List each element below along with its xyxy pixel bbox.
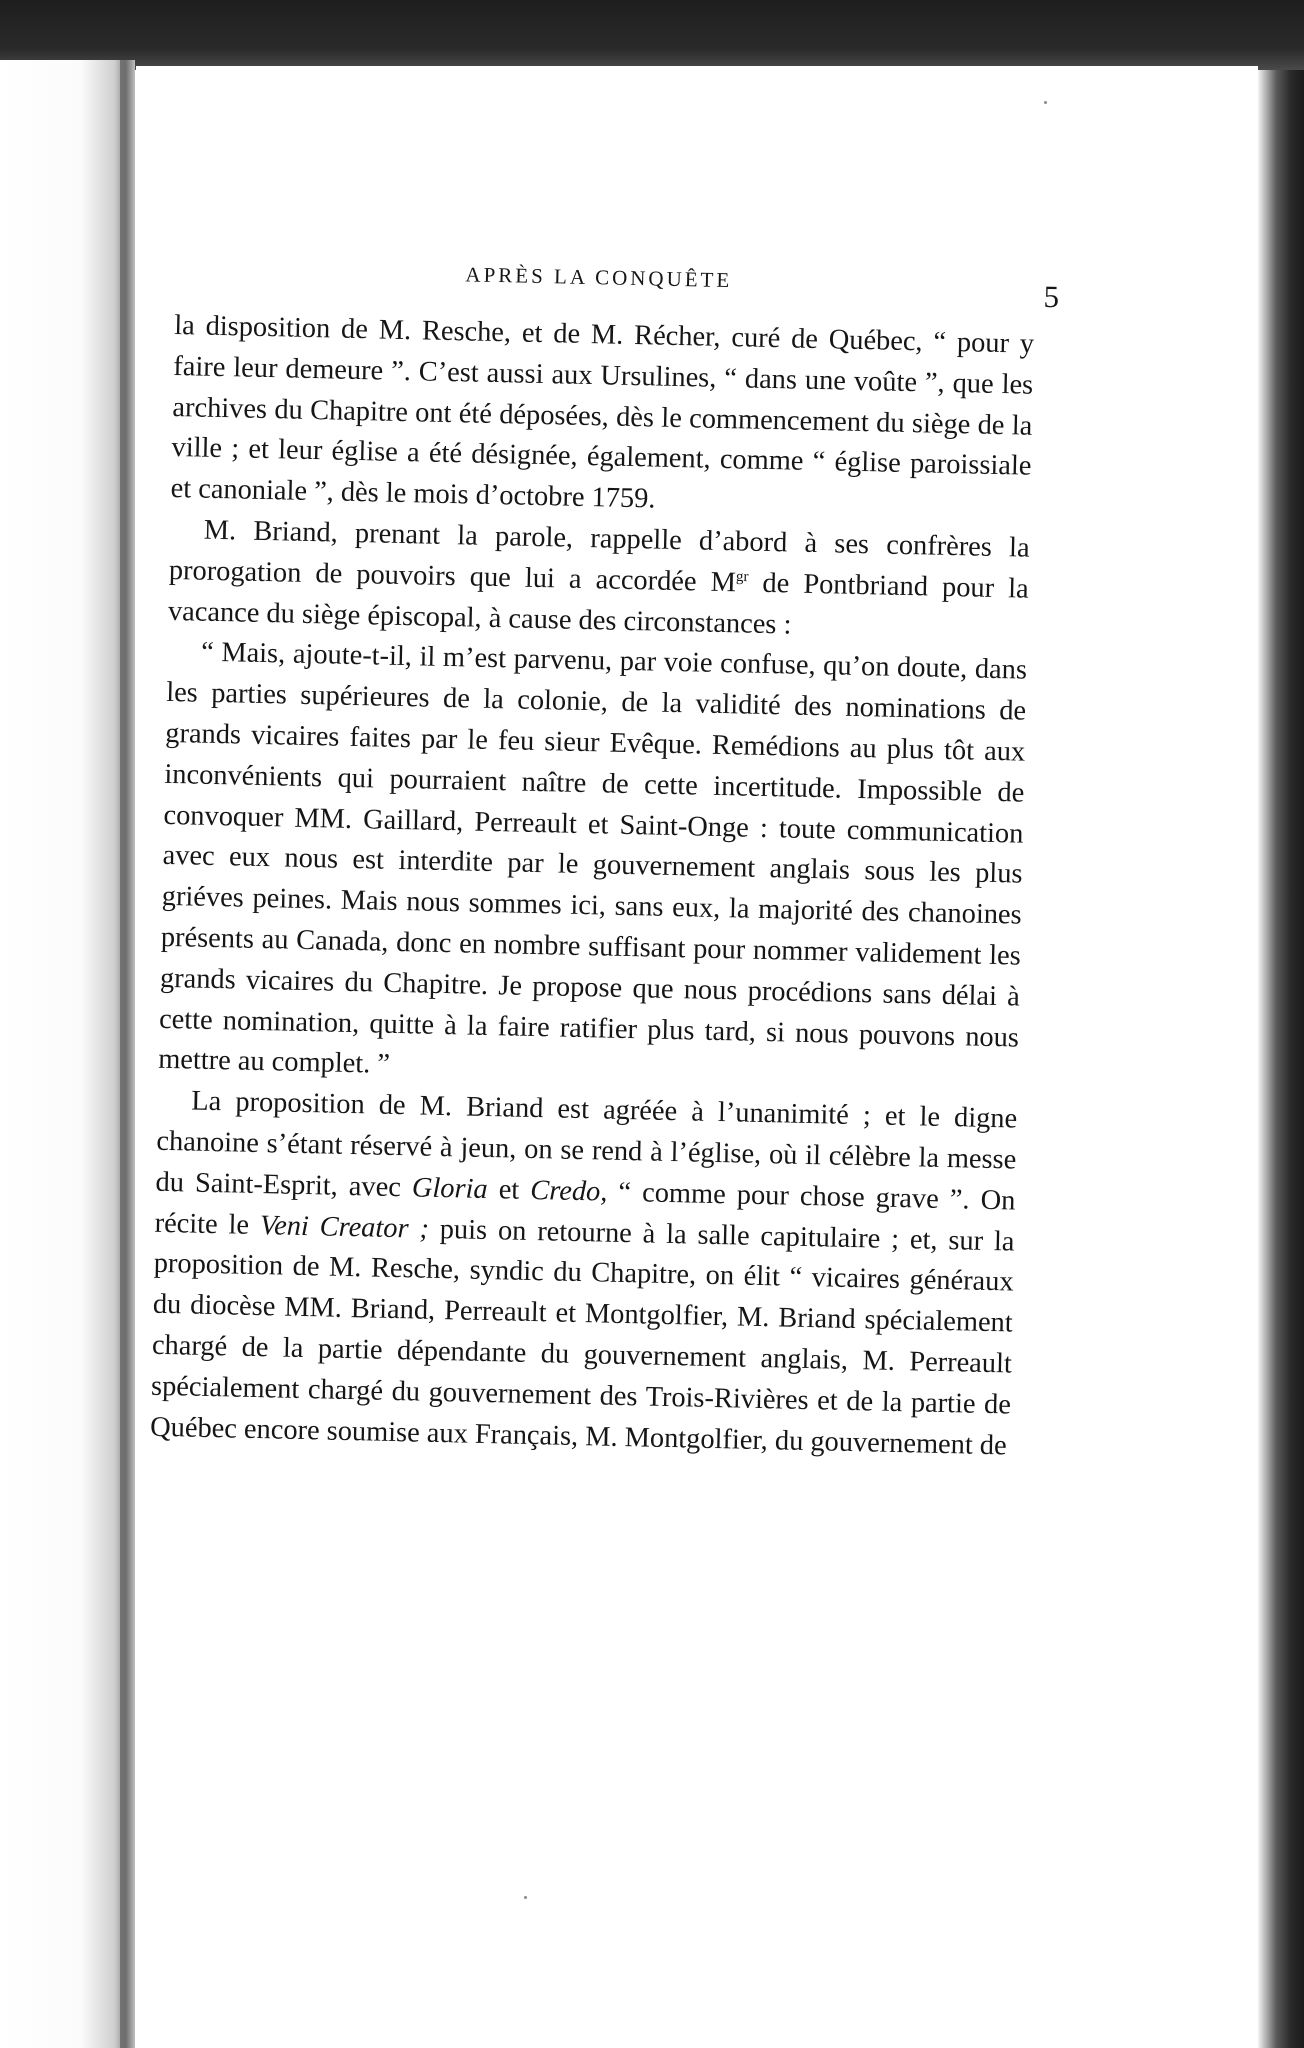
paragraph-1: la disposition de M. Resche, et de M. Récher, curé de Québec, “ pour y faire leur demeure ”. C’est aussi aux Ursulines, “ dans une voûte ”, que les archives du Chapitre ont été déposées, dès le commencement du siège de la ville ; et leur église a été désignée, également, comme “ église paroissiale et canoniale ”, dès le mois d’octobre 1759. — [170, 309, 1035, 515]
book-gutter-edge — [0, 60, 135, 2048]
italic-veni-creator: Veni Creator ; — [259, 1209, 430, 1245]
page-content — [149, 246, 1060, 1467]
body-text — [150, 306, 1035, 1467]
paragraph-3-quotation: “ Mais, ajoute-t-il, il m’est parvenu, par voie confuse, qu’on doute, dans les parties supérieures de la colonie, de la validité des nominations de grands vicaires faites par le feu sieur Evêque. Remédions au plus tôt aux inconvénients qui pourraient naître de cette incertitude. Impossible de convoquer MM. Gaillard, Perreault et Saint-Onge : toute communication avec eux nous est interdite par le gouvernement anglais sous les plus griéves peines. Mais nous sommes ici, sans eux, la majorité des chanoines présents au Canada, donc en nombre suffisant pour nommer validement les grands vicaires du Chapitre. Je propose que nous procédions sans délai à cette nomination, quitte à la faire ratifier plus tard, si nous pouvons nous mettre au complet. ” — [157, 637, 1028, 1081]
page-stack-edge — [1258, 70, 1304, 2048]
gutter-shadow — [120, 60, 134, 2048]
paragraph-2-text-b: de Pontbriand pour la vacance du siège épiscopal, à cause des circonstances : — [167, 567, 1030, 641]
italic-gloria: Gloria — [411, 1172, 489, 1205]
speck-mark — [1044, 101, 1047, 104]
paragraph-4-text-d: puis on retourne à la salle capitulaire ; et, sur la proposition de M. Resche, syndic du Chapitre, on élit “ vicaires généraux du diocèse MM. Briand, Perreault et Montgolfier, M. Briand spécialement chargé de la partie dépendante du gouvernement anglais, M. Perreault spécialement chargé du gouvernement des Trois-Rivières et de la partie de Québec encore soumise aux Français, M. Montgolfier, du gouvernement de — [149, 1213, 1015, 1461]
speck-mark — [524, 1896, 527, 1899]
paragraph-4-text-a: La proposition de M. Briand est agréée à l’unanimité ; et le digne chanoine s’étant réservé à jeun, on se rend à l’église, où il célèbre la messe du Saint-Esprit, avec — [155, 1085, 1018, 1204]
paragraph-4 — [150, 1081, 1018, 1467]
paragraph-2-text-a: M. Briand, prenant la parole, rappelle d’abord à ses confrères la prorogation de pouvoirs que lui a accordée M — [168, 514, 1030, 599]
page-number: 5 — [1043, 278, 1060, 315]
scanner-background-top — [0, 0, 1304, 70]
superscript-gr: gr — [735, 568, 749, 585]
paragraph-2 — [168, 510, 1030, 651]
paragraph-4-text-c: “ comme pour chose grave ”. On récite le — [154, 1176, 1016, 1241]
italic-credo: Credo, — [530, 1174, 608, 1208]
page-sheet — [136, 66, 1258, 2048]
paragraph-4-text-b: et — [487, 1173, 531, 1206]
running-head-title: APRÈS LA CONQUÊTE — [465, 262, 733, 293]
